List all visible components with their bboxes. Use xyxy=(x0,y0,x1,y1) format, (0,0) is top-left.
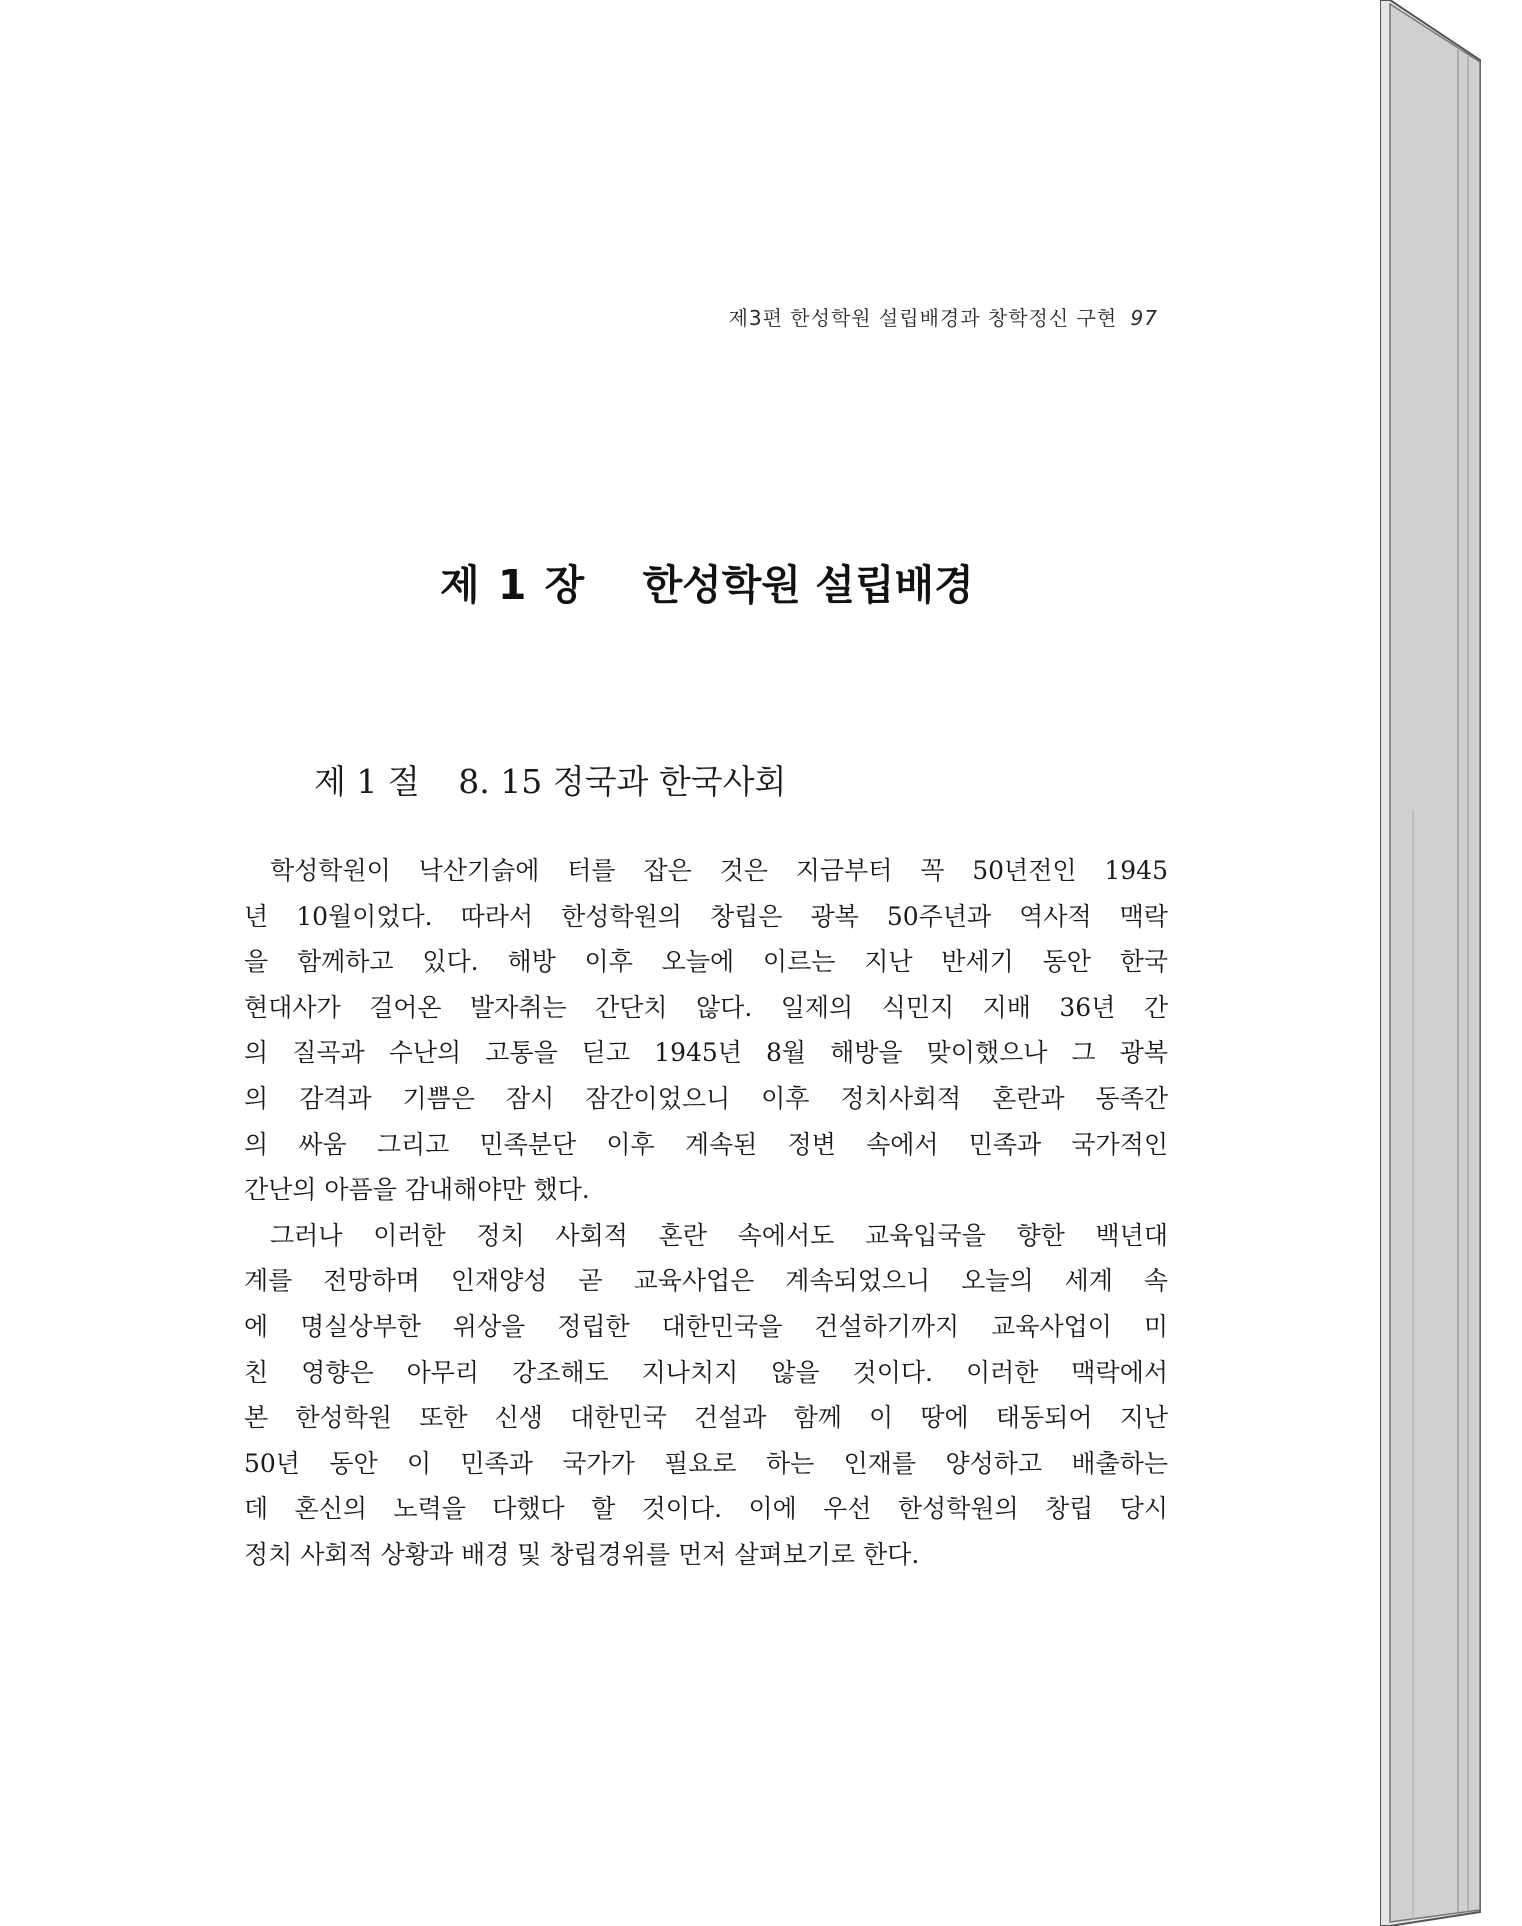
text-line: 년 10월이었다. 따라서 한성학원의 창립은 광복 50주년과 역사적 맥락 xyxy=(244,901,1168,931)
body-text xyxy=(244,848,1168,1578)
page-number: 97 xyxy=(1130,306,1158,330)
text-line: 데 혼신의 노력을 다했다 할 것이다. 이에 우선 한성학원의 창립 당시 xyxy=(244,1494,1168,1524)
running-header-title: 제3편 한성학원 설립배경과 창학정신 구현 xyxy=(728,306,1118,330)
text-line: 정치 사회적 상황과 배경 및 창립경위를 먼저 살펴보기로 한다. xyxy=(244,1539,920,1569)
text-line: 의 싸움 그리고 민족분단 이후 계속된 정변 속에서 민족과 국가적인 xyxy=(244,1129,1168,1159)
text-line: 계를 전망하며 인재양성 곧 교육사업은 계속되었으니 오늘의 세계 속 xyxy=(244,1266,1168,1296)
section-title xyxy=(314,756,914,803)
text-line: 간난의 아픔을 감내해야만 했다. xyxy=(244,1175,590,1205)
section-name: 8. 15 정국과 한국사회 xyxy=(458,762,787,801)
text-line: 본 한성학원 또한 신생 대한민국 건설과 함께 이 땅에 태동되어 지난 xyxy=(244,1403,1168,1433)
text-line: 학성학원이 낙산기슭에 터를 잡은 것은 지금부터 꼭 50년전인 1945 xyxy=(270,856,1168,885)
text-line: 그러나 이러한 정치 사회적 혼란 속에서도 교육입국을 향한 백년대 xyxy=(270,1220,1168,1250)
running-header xyxy=(640,302,1158,331)
paragraph xyxy=(244,1213,1168,1578)
section-number: 제 1 절 xyxy=(314,762,420,801)
chapter-title xyxy=(440,552,980,611)
chapter-number: 제 1 장 xyxy=(440,561,587,609)
text-line: 친 영향은 아무리 강조해도 지나치지 않을 것이다. 이러한 맥락에서 xyxy=(244,1357,1168,1387)
text-line: 50년 동안 이 민족과 국가가 필요로 하는 인재를 양성하고 배출하는 xyxy=(244,1448,1168,1478)
paragraph xyxy=(244,848,1168,1213)
text-line: 에 명실상부한 위상을 정립한 대한민국을 건설하기까지 교육사업이 미 xyxy=(244,1311,1168,1341)
text-line: 현대사가 걸어온 발자취는 간단치 않다. 일제의 식민지 지배 36년 간 xyxy=(244,992,1168,1022)
text-line: 의 감격과 기쁨은 잠시 잠간이었으니 이후 정치사회적 혼란과 동족간 xyxy=(244,1083,1168,1113)
text-line: 의 질곡과 수난의 고통을 딛고 1945년 8월 해방을 맞이했으나 그 광복 xyxy=(244,1038,1168,1068)
text-line: 을 함께하고 있다. 해방 이후 오늘에 이르는 지난 반세기 동안 한국 xyxy=(244,947,1168,977)
chapter-name: 한성학원 설립배경 xyxy=(642,561,974,609)
